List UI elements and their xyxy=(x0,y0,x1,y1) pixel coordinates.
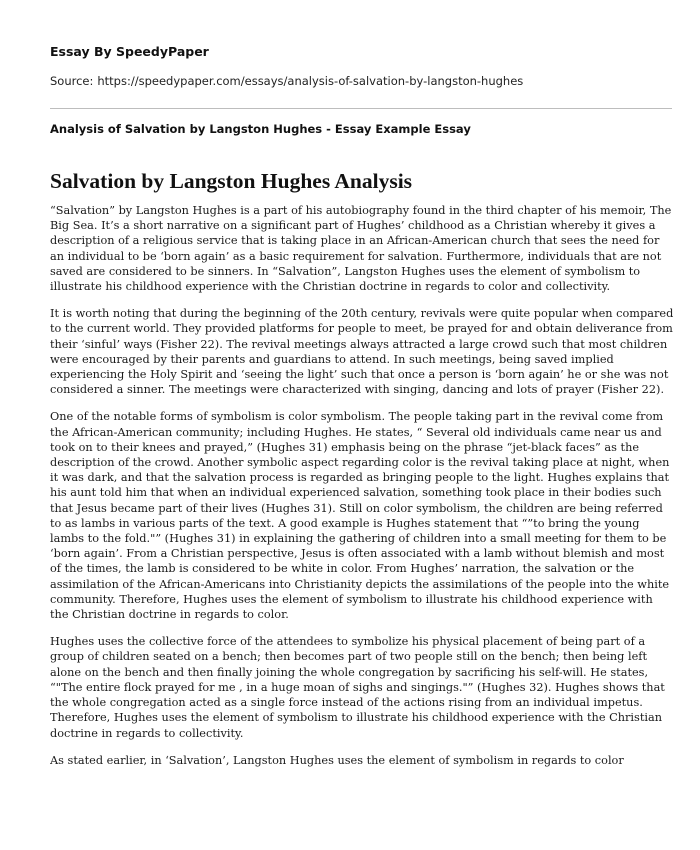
essay-body xyxy=(50,203,674,850)
essay-title: Analysis of Salvation by Langston Hughes - Essay Example Essay xyxy=(50,122,471,136)
source-label: Source: xyxy=(50,74,94,88)
paragraph-3: One of the notable forms of symbolism is color symbolism. The people taking part in the revival come from the African-American community; including Hughes. He states, “ Several old individuals came near us and took on to their knees and prayed,” (Hughes 31) emphasis being on the phrase “jet-black faces” as the description of the crowd. Another symbolic aspect regarding color is the revival taking place at night, when it was dark, and that the salvation process is regarded as bringing people to the light. Hughes explains that his aunt told him that when an individual experienced salvation, something took place in their bodies such that Jesus became part of their lives (Hughes 31). Still on color symbolism, the children are being referred to as lambs in various parts of the text. A good example is Hughes statement that “”to bring the young lambs to the fold."” (Hughes 31) in explaining the gathering of children into a small meeting for them to be ‘born again’. From a Christian perspective, Jesus is often associated with a lamb without blemish and most of the times, the lamb is considered to be white in color. From Hughes’ narration, the salvation or the assimilation of the African-Americans into Christianity depicts the assimilations of the people into the white community. Therefore, Hughes uses the element of symbolism to illustrate his childhood experience with the Christian doctrine in regards to color. xyxy=(50,410,670,622)
brand-label: Essay By SpeedyPaper xyxy=(50,44,209,59)
paragraph-1: “Salvation” by Langston Hughes is a part of his autobiography found in the third chapter of his memoir, The Big Sea. It’s a short narrative on a significant part of Hughes’ childhood as a Christian whereby it gives a description of a religious service that is taking place in an African-American church that sees the need for an individual to be ‘born again’ as a basic requirement for salvation. Furthermore, individuals that are not saved are considered to be sinners. In “Salvation”, Langston Hughes uses the element of symbolism to illustrate his childhood experience with the Christian doctrine in regards to color and collectivity. xyxy=(50,204,672,294)
source-line xyxy=(50,74,523,88)
header-divider xyxy=(50,108,672,109)
source-url[interactable]: https://speedypaper.com/essays/analysis-of-salvation-by-langston-hughes xyxy=(97,74,524,88)
page-title: Salvation by Langston Hughes Analysis xyxy=(50,169,413,193)
paragraph-5: As stated earlier, in ‘Salvation’, Langston Hughes uses the element of symbolism in regards to color xyxy=(50,753,624,767)
paragraph-4: Hughes uses the collective force of the attendees to symbolize his physical placement of being part of a group of children seated on a bench; then becomes part of two people still on the bench; then being left alone on the bench and then finally joining the whole congregation by sacrificing his self-will. He states, “"The entire flock prayed for me , in a huge moan of sighs and singings."” (Hughes 32). Hughes shows that the whole congregation acted as a single force instead of the actions rising from an individual impetus. Therefore, Hughes uses the element of symbolism to illustrate his childhood experience with the Christian doctrine in regards to collectivity. xyxy=(50,635,665,740)
paragraph-2: It is worth noting that during the beginning of the 20th century, revivals were quite popular when compared to the current world. They provided platforms for people to meet, be prayed for and obtain deliverance from their ‘sinful’ ways (Fisher 22). The revival meetings always attracted a large crowd such that most children were encouraged by their parents and guardians to attend. In such meetings, being saved implied experiencing the Holy Spirit and ‘seeing the light’ such that once a person is ‘born again’ he or she was not considered a sinner. The meetings were characterized with singing, dancing and lots of prayer (Fisher 22). xyxy=(50,307,674,397)
